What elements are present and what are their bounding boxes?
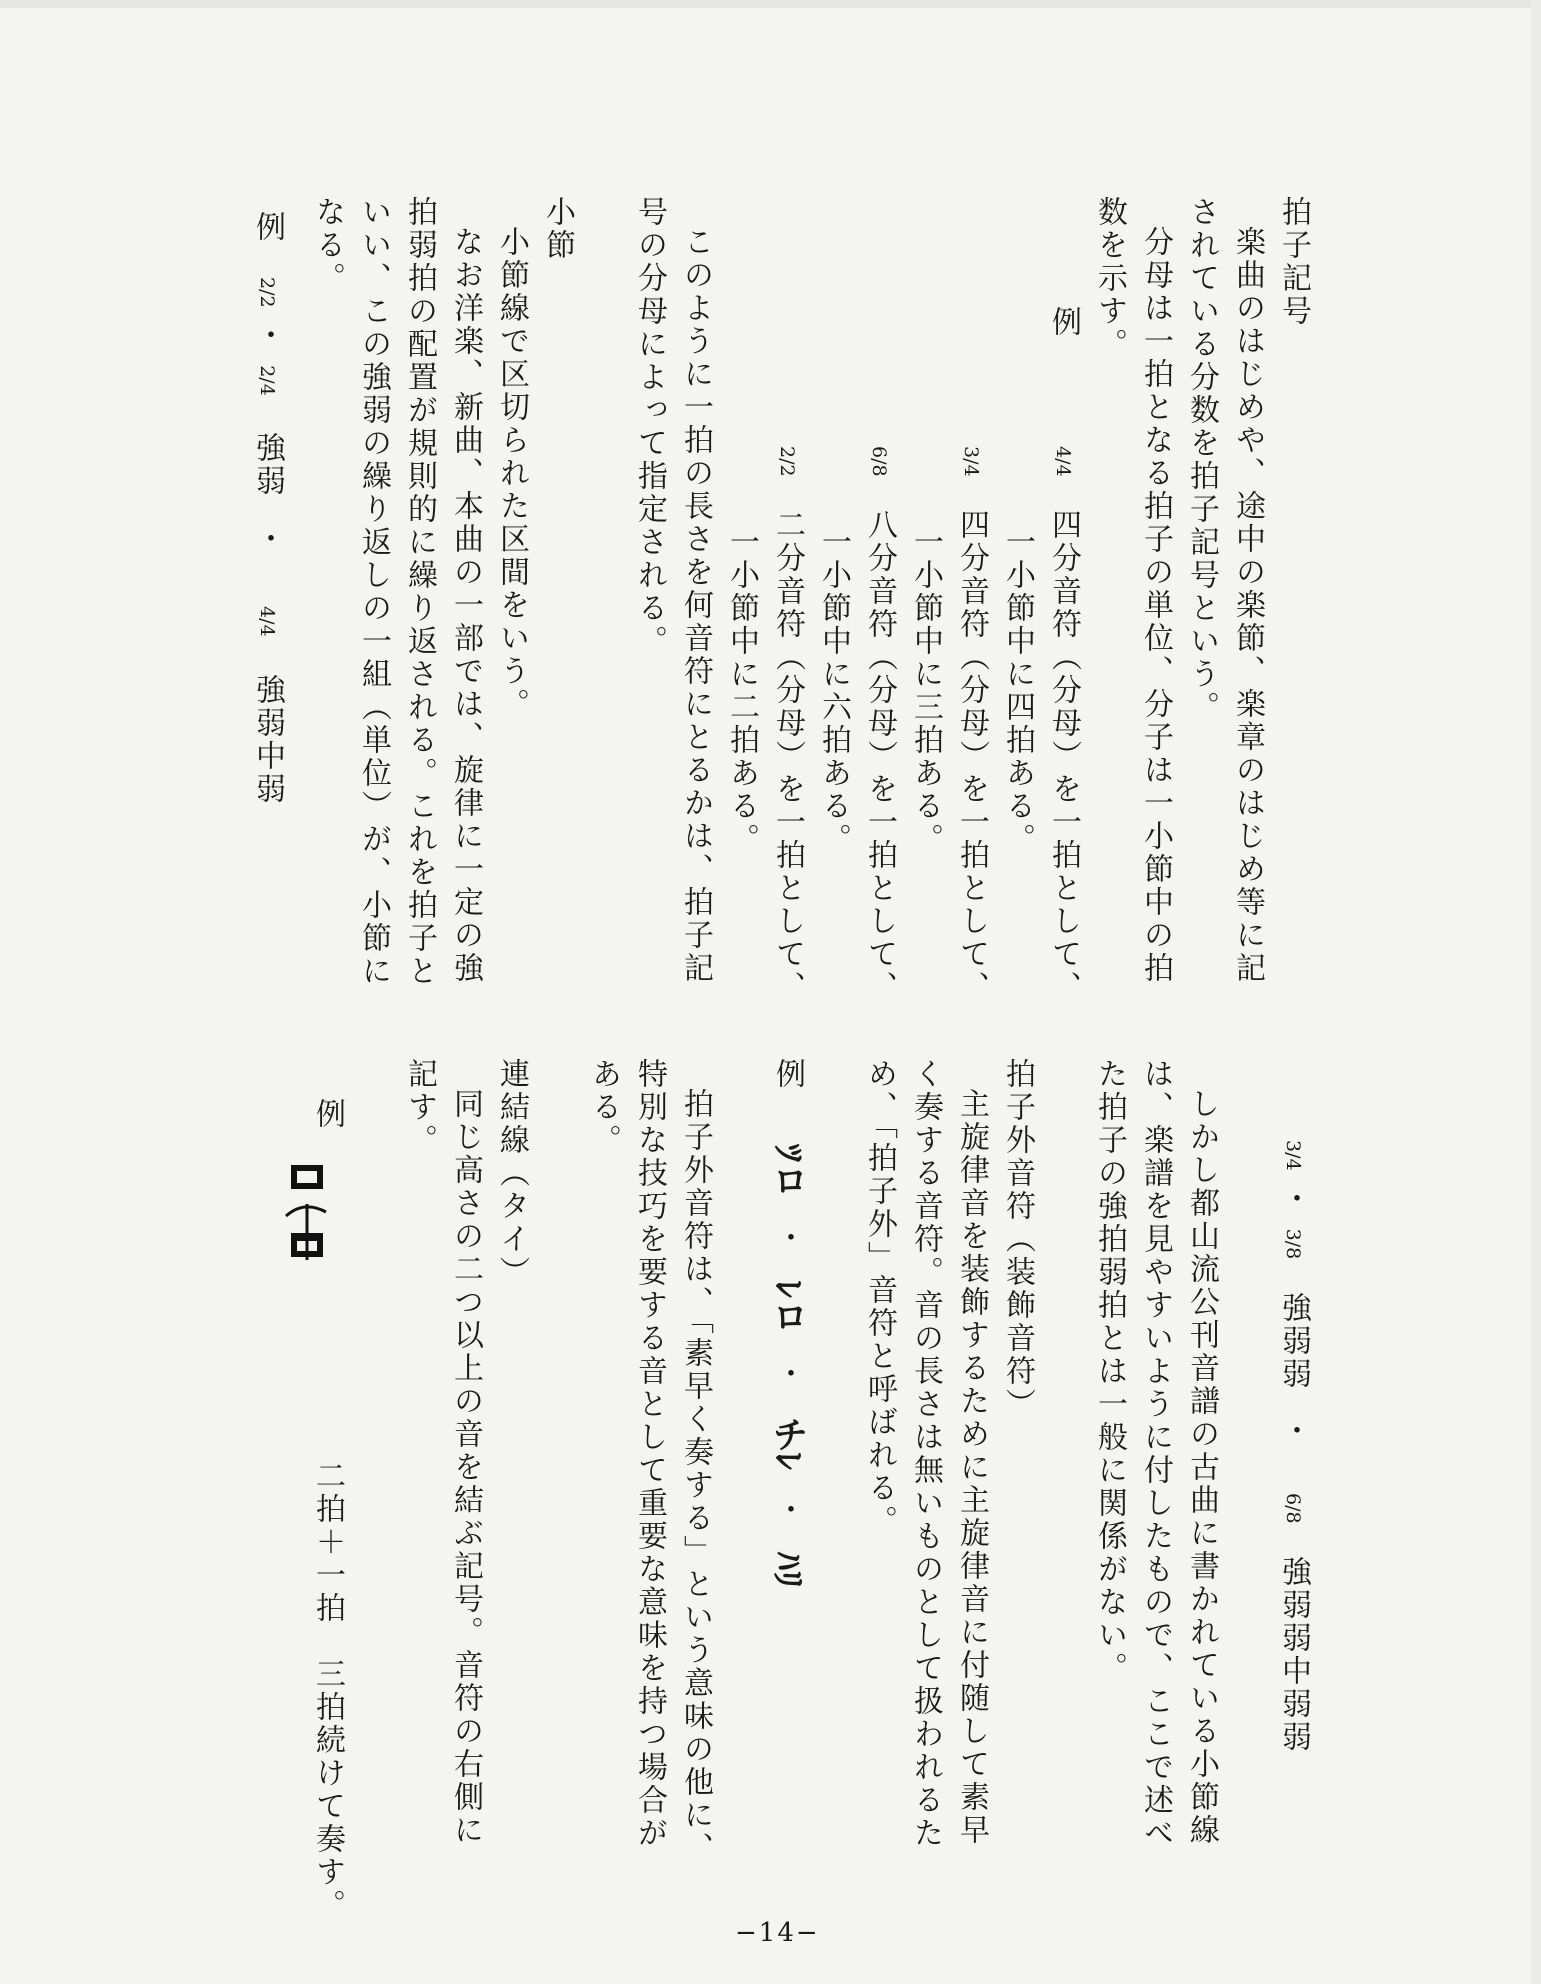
paragraph-line: 主旋律音を装飾するために主旋律音に付随して素早 [954, 1088, 989, 1847]
paragraph-line: 同じ高さの二つ以上の音を結ぶ記号。音符の右側に [448, 1088, 483, 1847]
shakuhachi-notation: チﾚ [767, 1415, 808, 1470]
time-signature: 4/4 [256, 606, 278, 638]
section-heading-renketsu: 連結線（タイ） [494, 1058, 529, 1289]
example-description: 二拍＋一拍 三拍続けて奏す。 [310, 1460, 345, 1922]
paragraph-line: しかし都山流公刊音譜の古曲に書かれている小節線 [1184, 1088, 1219, 1847]
example-row: 例 2/2 ・ 2/4 強弱 ・ 4/4 強弱中弱 [244, 196, 290, 806]
example-row: 6/8 八分音符（分母）を一拍として、 [862, 446, 897, 1005]
example-label: 例 [310, 1098, 345, 1131]
section-heading-hyoshi: 拍子記号 [1276, 196, 1311, 328]
example-row: 3/4 ・ 3/8 強弱弱 ・ 6/8 強弱弱中弱弱 [1270, 1140, 1316, 1754]
shakuhachi-notation: ﾚロ [767, 1279, 808, 1334]
paragraph-line: め、「拍子外」音符と呼ばれる。 [862, 1058, 897, 1538]
paragraph-line: されている分数を拍子記号という。 [1184, 196, 1219, 724]
example-row: 3/4 四分音符（分母）を一拍として、 [954, 446, 989, 1005]
time-signature: 3/8 [1282, 1228, 1304, 1260]
page-number: −14− [735, 1918, 820, 1948]
shakuhachi-notation: ﾊﾘ [767, 1551, 808, 1588]
page-edge [0, 0, 1541, 8]
example-label: 例 [1046, 306, 1081, 339]
time-signature: 4/4 [1052, 446, 1074, 477]
paragraph-line: 小節線で区切られた区間をいう。 [494, 226, 529, 721]
paragraph-line: なる。 [310, 196, 345, 295]
paragraph-line: 拍子外音符は、「素早く奏する」という意味の他に、 [678, 1088, 713, 1865]
section-heading-shosetsu: 小節 [540, 196, 575, 262]
example-row: 一小節中に三拍ある。 [908, 526, 943, 856]
paragraph-line: 記す。 [402, 1058, 437, 1157]
time-signature: 2/2 [256, 276, 278, 308]
shakuhachi-notation: ﾂロ [767, 1143, 808, 1198]
paragraph-line: く奏する音符。音の長さは無いものとして扱われるた [908, 1058, 943, 1850]
paragraph-line: 数を示す。 [1092, 196, 1127, 361]
time-signature: 3/4 [960, 446, 982, 477]
paragraph-line: ある。 [586, 1058, 621, 1157]
paragraph-line: 分母は一拍となる拍子の単位、分子は一小節中の拍 [1138, 226, 1173, 985]
paragraph-line: 拍弱拍の配置が規則的に繰り返される。これを拍子と [402, 196, 437, 988]
page-edge [1531, 0, 1541, 1984]
paragraph-line: いい、この強弱の繰り返しの一組（単位）が、小節に [356, 196, 391, 988]
example-row: 一小節中に六拍ある。 [816, 526, 851, 856]
time-signature: 6/8 [1282, 1492, 1304, 1524]
example-row: 例 ﾂロ ・ ﾚロ ・ チﾚ ・ ﾊﾘ [764, 1058, 810, 1588]
section-heading-gaion: 拍子外音符（装飾音符） [1000, 1058, 1035, 1421]
paragraph-line: た拍子の強拍弱拍とは一般に関係がない。 [1092, 1058, 1127, 1685]
paragraph-line: 楽曲のはじめや、途中の楽節、楽章のはじめ等に記 [1230, 226, 1265, 985]
paragraph-line: このように一拍の長さを何音符にとるかは、拍子記 [678, 226, 713, 985]
tie-notation-icon [280, 1160, 340, 1310]
paragraph-line: なお洋楽、新曲、本曲の一部では、旋律に一定の強 [448, 226, 483, 985]
paragraph-line: 特別な技巧を要する音として重要な意味を持つ場合が [632, 1058, 667, 1850]
time-signature: 3/4 [1282, 1140, 1304, 1171]
paragraph-line: は、楽譜を見やすいように付したもので、ここで述べ [1138, 1058, 1173, 1850]
example-row: 一小節中に四拍ある。 [1000, 526, 1035, 856]
example-row: 2/2 二分音符（分母）を一拍として、 [770, 446, 805, 1005]
time-signature: 2/2 [776, 446, 798, 477]
example-row: 一小節中に二拍ある。 [724, 526, 759, 856]
example-row: 4/4 四分音符（分母）を一拍として、 [1046, 446, 1081, 1005]
time-signature: 6/8 [868, 446, 890, 477]
paragraph-line: 号の分母によって指定される。 [632, 196, 667, 658]
time-signature: 2/4 [256, 365, 278, 396]
